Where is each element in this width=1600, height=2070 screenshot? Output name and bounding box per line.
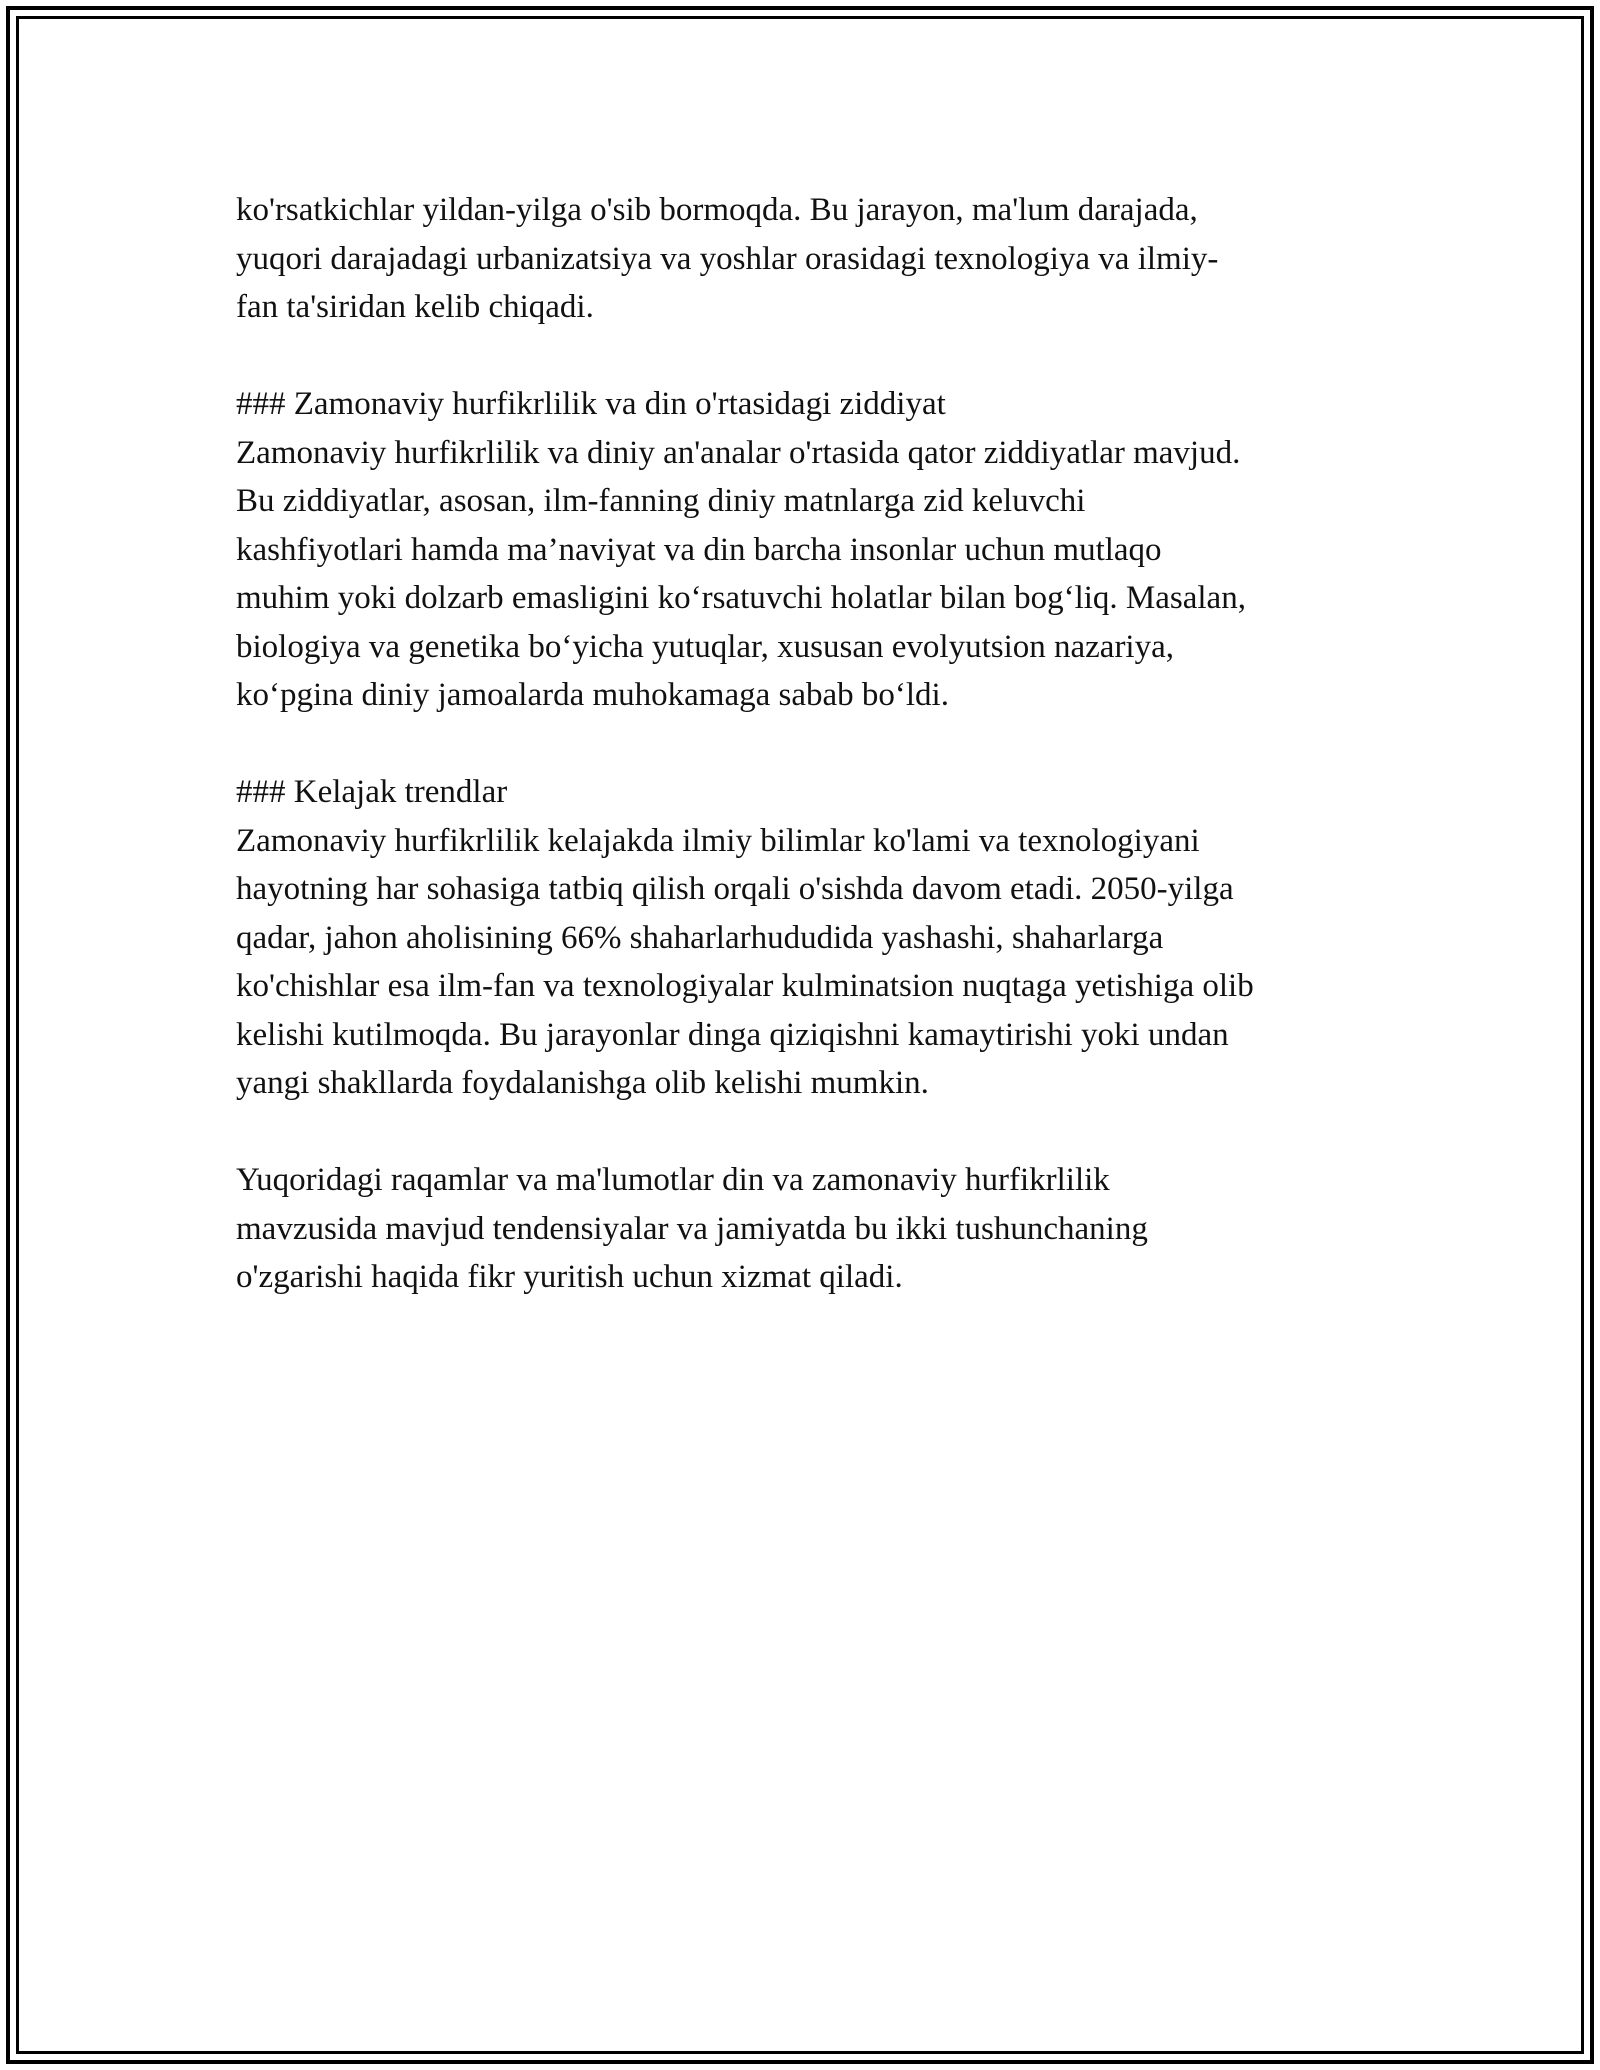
text-line: kashfiyotlari hamda ma’naviyat va din barcha insonlar uchun mutlaqo [236, 531, 1162, 568]
text-line: ko‘pgina diniy jamoalarda muhokamaga sabab bo‘ldi. [236, 677, 949, 713]
text-line: ko'rsatkichlar yildan-yilga o'sib bormoqda. Bu jarayon, ma'lum darajada, [236, 192, 1198, 228]
text-line: ko'chishlar esa ilm-fan va texnologiyalar kulminatsion nuqtaga yetishiga olib [236, 968, 1254, 1004]
paragraph-intro [236, 186, 1376, 332]
text-line: biologiya va genetika bo‘yicha yutuqlar, xususan evolyutsion nazariya, [236, 628, 1175, 665]
text-line: fan ta'siridan kelib chiqadi. [236, 289, 594, 325]
section-heading: ### Kelajak trendlar [236, 774, 508, 810]
paragraph-conclusion [236, 1156, 1376, 1302]
text-line: yangi shakllarda foydalanishga olib kelishi mumkin. [236, 1065, 929, 1101]
blank-line [236, 332, 1376, 381]
text-line: mavzusida mavjud tendensiyalar va jamiyatda bu ikki tushunchaning [236, 1210, 1148, 1247]
text-line: muhim yoki dolzarb emasligini ko‘rsatuvchi holatlar bilan bog‘liq. Masalan, [236, 580, 1246, 616]
text-line: Bu ziddiyatlar, asosan, ilm-fanning diniy matnlarga zid keluvchi [236, 483, 1086, 519]
document-body [236, 186, 1376, 1302]
section-trends [236, 768, 1376, 1108]
text-line: hayotning har sohasiga tatbiq qilish orqali o'sishda davom etadi. 2050-yilga [236, 871, 1234, 907]
section-conflict [236, 380, 1376, 720]
blank-line [236, 720, 1376, 769]
text-line: yuqori darajadagi urbanizatsiya va yoshlar orasidagi texnologiya va ilmiy- [236, 240, 1219, 277]
text-line: Zamonaviy hurfikrlilik va diniy an'analar o'rtasida qator ziddiyatlar mavjud. [236, 434, 1241, 471]
text-line: qadar, jahon aholisining 66% shaharlarhududida yashashi, shaharlarga [236, 919, 1164, 956]
blank-line [236, 1108, 1376, 1157]
text-line: o'zgarishi haqida fikr yuritish uchun xizmat qiladi. [236, 1259, 903, 1295]
section-heading: ### Zamonaviy hurfikrlilik va din o'rtasidagi ziddiyat [236, 386, 946, 422]
text-line: kelishi kutilmoqda. Bu jarayonlar dinga qiziqishni kamaytirishi yoki undan [236, 1016, 1229, 1053]
text-line: Yuqoridagi raqamlar va ma'lumotlar din va zamonaviy hurfikrlilik [236, 1162, 1110, 1198]
text-line: Zamonaviy hurfikrlilik kelajakda ilmiy bilimlar ko'lami va texnologiyani [236, 822, 1200, 859]
